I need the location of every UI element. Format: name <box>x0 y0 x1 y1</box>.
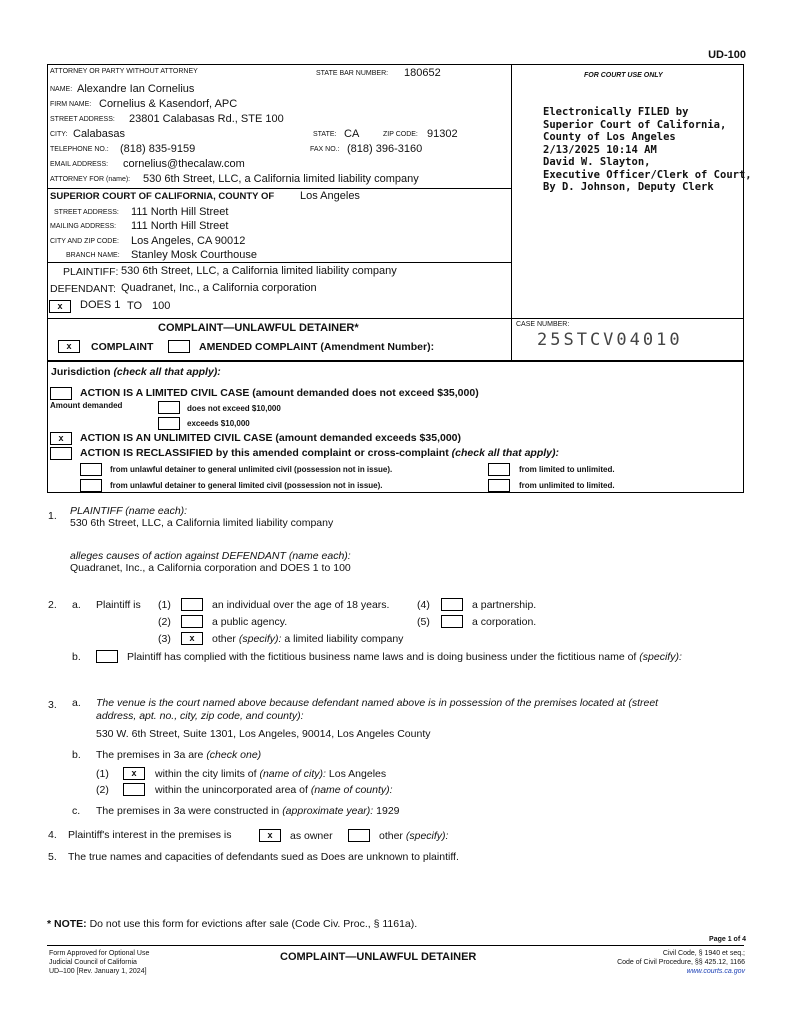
footer-title: COMPLAINT—UNLAWFUL DETAINER <box>280 951 477 963</box>
page-number: Page 1 of 4 <box>709 936 746 943</box>
premises-check-label: The premises in 3a are (check one) <box>96 749 262 761</box>
court-branch: Stanley Mosk Courthouse <box>131 249 257 261</box>
firm-name: Cornelius & Kasendorf, APC <box>99 98 238 110</box>
attorney-for: 530 6th Street, LLC, a California limited liability company <box>143 173 419 185</box>
attorney-label: ATTORNEY OR PARTY WITHOUT ATTORNEY <box>50 68 198 75</box>
plaintiff-public-agency-checkbox[interactable] <box>181 615 203 628</box>
owner-checkbox[interactable]: x <box>259 829 281 842</box>
footer-left: Form Approved for Optional Use Judicial Council of California UD–100 [Rev. January 1, 2024] <box>49 950 150 975</box>
plaintiff-name: 530 6th Street, LLC, a California limited liability company <box>121 265 397 277</box>
interest-other-checkbox[interactable] <box>348 829 370 842</box>
unincorporated-label: within the unincorporated area of (name of county): <box>155 784 393 796</box>
attorney-city: Calabasas <box>73 128 125 140</box>
construction-year-label: The premises in 3a were constructed in (approximate year): 1929 <box>96 805 400 817</box>
interest-other-label: other (specify): <box>379 830 449 842</box>
item1-plaintiff: 530 6th Street, LLC, a California limited liability company <box>70 517 334 529</box>
court-use-label: FOR COURT USE ONLY <box>584 72 663 79</box>
exceeds-10000-checkbox[interactable] <box>158 417 180 430</box>
plaintiff-corporation-checkbox[interactable] <box>441 615 463 628</box>
reclassified-label: ACTION IS RECLASSIFIED by this amended complaint or cross-complaint (check all that apply): <box>80 447 560 459</box>
court-cityzip: Los Angeles, CA 90012 <box>131 235 246 247</box>
case-number: 25STCV04010 <box>537 330 683 350</box>
attorney-email: cornelius@thecalaw.com <box>123 158 245 170</box>
within-city-label: within the city limits of (name of city): Los Angeles <box>155 768 387 780</box>
eviction-note: * NOTE: Do not use this form for evictions after sale (Code Civ. Proc., § 1161a). <box>47 918 418 930</box>
not-exceed-10000-checkbox[interactable] <box>158 401 180 414</box>
fictitious-name-label: Plaintiff has complied with the fictitious business name laws and is doing business under the fictitious name of (specify): <box>127 651 682 663</box>
fictitious-name-checkbox[interactable] <box>96 650 118 663</box>
plaintiff-other-label: other (specify): a limited liability company <box>212 633 404 645</box>
unincorporated-checkbox[interactable] <box>123 783 145 796</box>
state-bar-label: STATE BAR NUMBER: <box>316 70 389 77</box>
plaintiff-partnership-checkbox[interactable] <box>441 598 463 611</box>
filing-stamp: Electronically FILED by Superior Court of California, County of Los Angeles 2/13/2025 10:14 AM David W. Slayton, Executive Officer/Clerk of Court, By D. Johnson, Deputy Clerk <box>543 106 752 193</box>
does-checkbox[interactable]: x <box>49 300 71 313</box>
jurisdiction-title: Jurisdiction (check all that apply): <box>51 366 221 378</box>
reclass-unlimited-to-limited-checkbox[interactable] <box>488 479 510 492</box>
limited-case-checkbox[interactable] <box>50 387 72 400</box>
within-city-checkbox[interactable]: x <box>123 767 145 780</box>
attorney-name: Alexandre Ian Cornelius <box>77 83 195 95</box>
form-id: UD-100 <box>708 49 746 61</box>
attorney-state: CA <box>344 128 360 140</box>
defendant-name: Quadranet, Inc., a California corporation <box>121 282 317 294</box>
unlimited-case-checkbox[interactable]: x <box>50 432 72 445</box>
reclass-ud-unlimited-checkbox[interactable] <box>80 463 102 476</box>
footer-right: Civil Code, § 1940 et seq.; Code of Civil Procedure, §§ 425.12, 1166 www.courts.ca.gov <box>617 950 745 975</box>
premises-address: 530 W. 6th Street, Suite 1301, Los Angeles, 90014, Los Angeles County <box>96 728 431 740</box>
courts-link[interactable]: www.courts.ca.gov <box>686 968 745 975</box>
court-street: 111 North Hill Street <box>131 206 229 218</box>
attorney-zip: 91302 <box>427 128 458 140</box>
item1-defendant: Quadranet, Inc., a California corporation and DOES 1 to 100 <box>70 562 351 574</box>
plaintiff-individual-checkbox[interactable] <box>181 598 203 611</box>
state-bar-number: 180652 <box>404 67 441 79</box>
amended-complaint-checkbox[interactable] <box>168 340 190 353</box>
court-county: Los Angeles <box>300 190 360 202</box>
attorney-street: 23801 Calabasas Rd., STE 100 <box>129 113 284 125</box>
form-title: COMPLAINT—UNLAWFUL DETAINER* <box>158 322 359 334</box>
attorney-fax: (818) 396-3160 <box>347 143 423 155</box>
court-mailing: 111 North Hill Street <box>131 220 229 232</box>
reclass-ud-limited-checkbox[interactable] <box>80 479 102 492</box>
reclassified-checkbox[interactable] <box>50 447 72 460</box>
complaint-checkbox[interactable]: x <box>58 340 80 353</box>
plaintiff-other-checkbox[interactable]: x <box>181 632 203 645</box>
court-title: SUPERIOR COURT OF CALIFORNIA, COUNTY OF <box>50 191 275 202</box>
attorney-phone: (818) 835-9159 <box>120 143 196 155</box>
reclass-limited-to-unlimited-checkbox[interactable] <box>488 463 510 476</box>
court-use-divider <box>511 64 512 319</box>
